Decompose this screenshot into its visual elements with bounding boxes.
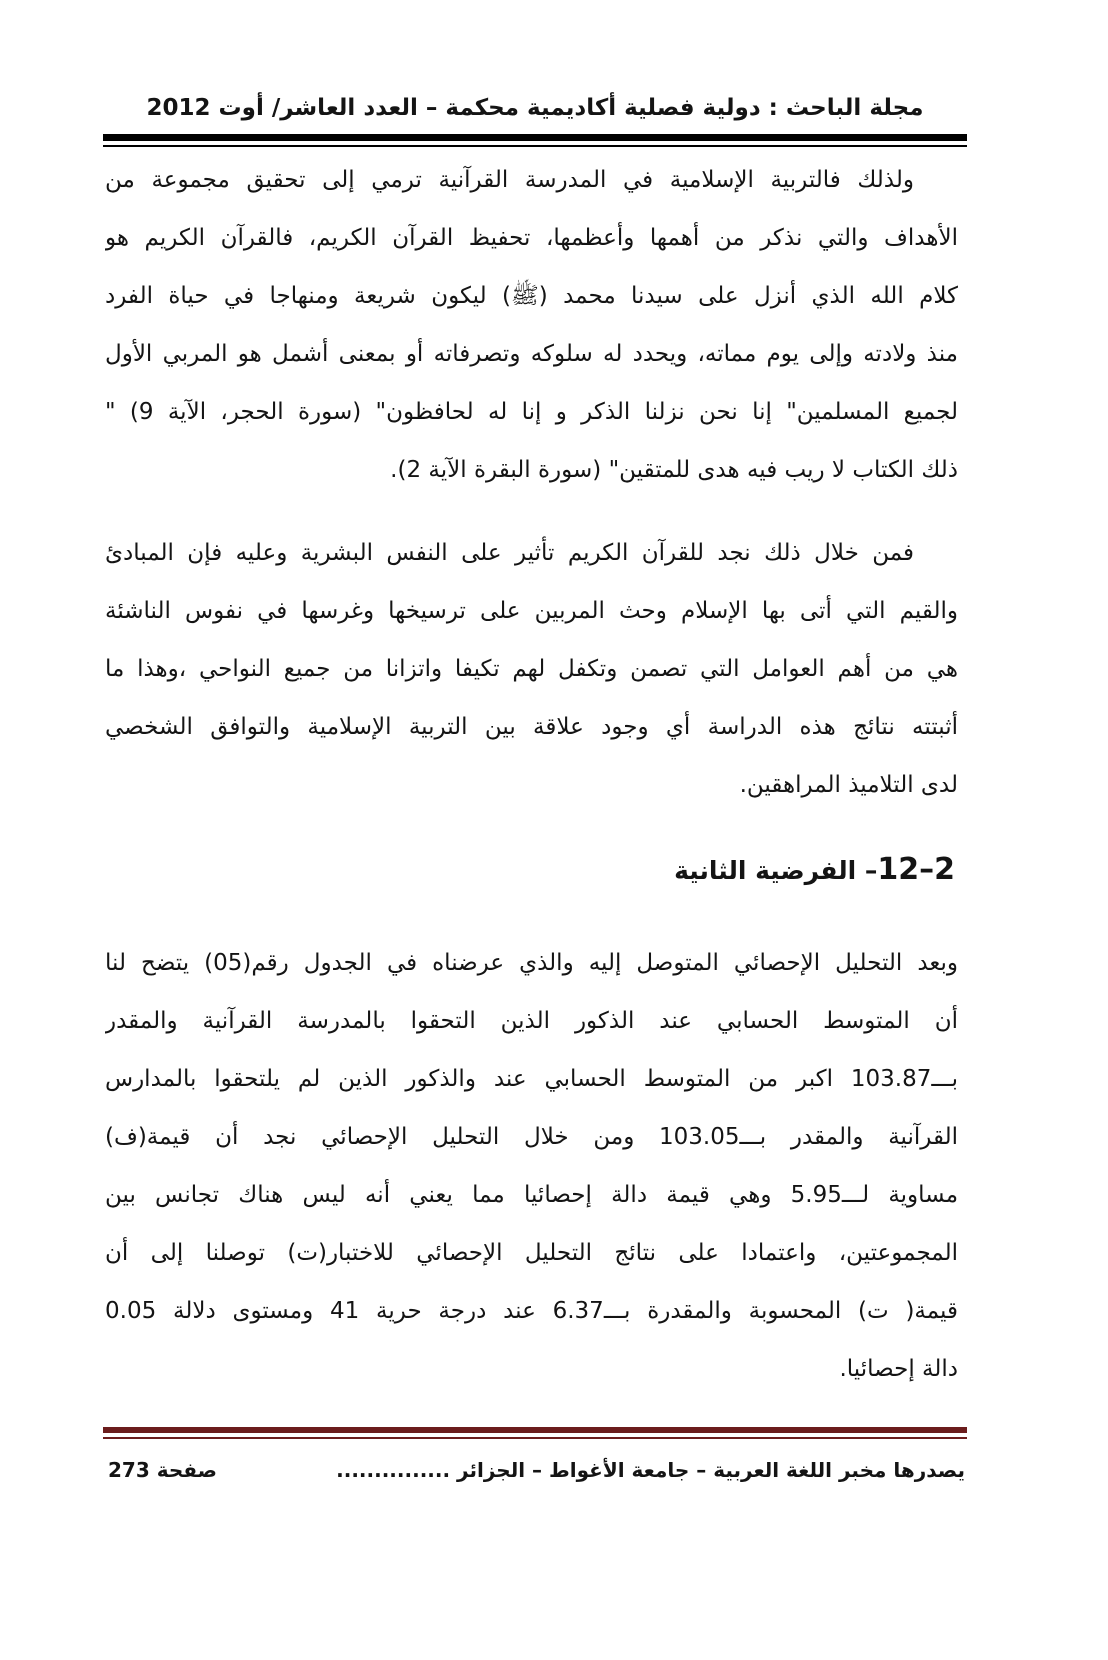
paragraph-line: قيمة( ت) المحسوبة والمقدرة بـــ6.37 عند درجة حرية 41 ومستوى دلالة 0.05 (105, 1298, 958, 1324)
paragraph-line: لدى التلاميذ المراهقين. (739, 772, 958, 798)
paragraph-line: أن المتوسط الحسابي عند الذكور الذين التحقوا بالمدرسة القرآنية والمقدر (105, 1008, 958, 1034)
section-title: – الفرضية الثانية (674, 856, 878, 885)
paragraph-1 (105, 151, 958, 499)
paragraph-line: ذلك الكتاب لا ريب فيه هدى للمتقين" (سورة البقرة الآية 2). (390, 457, 958, 483)
paragraph-line: لجميع المسلمين" إنا نحن نزلنا الذكر و إنا له لحافظون" (سورة الحجر، الآية 9) " (105, 399, 958, 425)
running-footer (105, 1450, 965, 1490)
paragraph-line: القرآنية والمقدر بـــ103.05 ومن خلال التحليل الإحصائي نجد أن قيمة(ف) (105, 1124, 958, 1150)
paragraph-line: وبعد التحليل الإحصائي المتوصل إليه والذي عرضناه في الجدول رقم(05) يتضح لنا (105, 950, 958, 976)
paragraph-line: هي من أهم العوامل التي تصمن وتكفل لهم تكيفا واتزانا من جميع النواحي ،وهذا ما (105, 656, 958, 682)
paragraph-line: أثبتته نتائج هذه الدراسة أي وجود علاقة بين التربية الإسلامية والتوافق الشخصي (105, 714, 958, 740)
paragraph-line: فمن خلال ذلك نجد للقرآن الكريم تأثير على النفس البشرية وعليه فإن المبادئ (105, 540, 914, 566)
paragraph-line: بـــ103.87 اكبر من المتوسط الحسابي عند والذكور الذين لم يلتحقوا بالمدارس (105, 1066, 958, 1092)
paragraph-line: كلام الله الذي أنزل على سيدنا محمد (ﷺ) ليكون شريعة ومنهاجا في حياة الفرد (105, 283, 958, 309)
paragraph-line: مساوية لـــ5.95 وهي قيمة دالة إحصائيا مما يعني أنه ليس هناك تجانس بين (105, 1182, 958, 1208)
header-rule-thick (103, 134, 967, 141)
paragraph-line: والقيم التي أتى بها الإسلام وحث المربين على ترسيخها وغرسها في نفوس الناشئة (105, 598, 958, 624)
footer-rule-thick (103, 1427, 967, 1433)
running-header: مجلة الباحث : دولية فصلية أكاديمية محكمة – العدد العاشر/ أوت 2012 (146, 95, 924, 121)
paragraph-2 (105, 524, 958, 814)
section-number: 12–2 (877, 852, 955, 887)
paragraph-line: دالة إحصائيا. (839, 1356, 958, 1382)
paragraph-line: ولذلك فالتربية الإسلامية في المدرسة القرآنية ترمي إلى تحقيق مجموعة من (105, 167, 914, 193)
page-number: صفحة 273 (108, 1458, 217, 1482)
footer-publisher: يصدرها مخبر اللغة العربية – جامعة الأغواط – الجزائر ............... (336, 1458, 965, 1482)
paragraph-line: الأهداف والتي نذكر من أهمها وأعظمها، تحفيظ القرآن الكريم، فالقرآن الكريم هو (105, 225, 958, 251)
paragraph-line: منذ ولادته وإلى يوم مماته، ويحدد له سلوكه وتصرفاته أو بمعنى أشمل هو المربي الأول (105, 341, 958, 367)
footer-rule-thin (103, 1437, 967, 1439)
header-rule-thin (103, 145, 967, 147)
paragraph-3 (105, 934, 958, 1398)
section-heading (105, 841, 955, 899)
paragraph-line: المجموعتين، واعتمادا على نتائج التحليل الإحصائي للاختبار(ت) توصلنا إلى أن (105, 1240, 958, 1266)
